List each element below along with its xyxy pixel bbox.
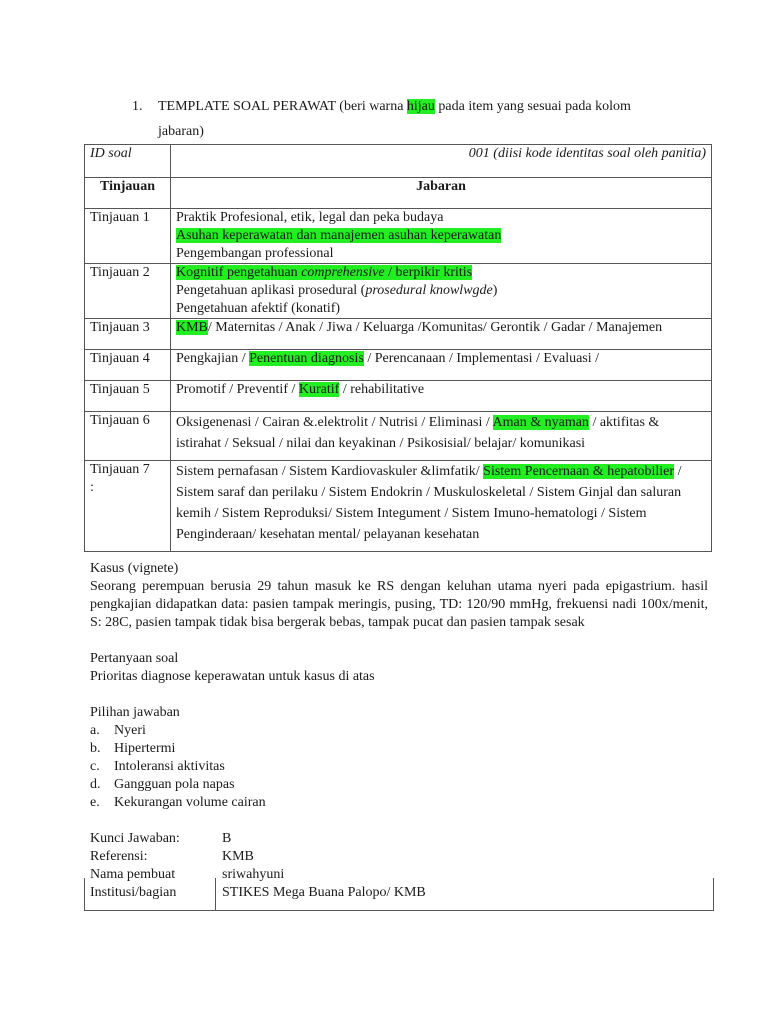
jabaran-text: / aktifitas & istirahat / Seksual / nilai dan keyakinan / Psikosisial/ belajar/ komunikasi [176,415,660,451]
institution-value: STIKES Mega Buana Palopo/ KMB [222,885,426,900]
institution-box-border [84,878,714,911]
reference-label: Referensi: [90,849,148,864]
tinjauan-row-3 [85,319,712,350]
answer-key-label: Kunci Jawaban: [90,831,180,846]
tinjauan-row-5 [85,381,712,412]
jabaran-cell [171,461,712,552]
tinjauan-label: Tinjauan 7 [90,462,150,477]
tinjauan-label: Tinjauan 2 [85,264,171,319]
id-value: 001 (diisi kode identitas soal oleh panitia) [171,145,712,178]
heading-number: 1. [132,99,143,114]
option-text: Hipertermi [114,741,176,756]
col-header-jabaran: Jabaran [171,178,712,209]
jabaran-highlight: Asuhan keperawatan dan manajemen asuhan keperawatan [176,228,502,243]
jabaran-text: / Maternitas / Anak / Jiwa / Keluarga /Komunitas/ Gerontik / Gadar / Manajemen [207,320,663,335]
option-letter: b. [90,741,101,756]
jabaran-text: / Sistem saraf dan perilaku / Sistem Endokrin / Muskuloskeletal / Sistem Ginjal dan saluran kemih / Sistem Reproduksi/ Sistem Integument / Sistem Imuno-hematologi / Sistem Penginderaan/ kesehatan mental/ pelayanan kesehatan [176,464,682,542]
option-text: Intoleransi aktivitas [114,759,225,774]
option-text: Nyeri [114,723,146,738]
tinjauan-label: Tinjauan 1 [85,209,171,264]
jabaran-text: Promotif / Preventif / [176,382,299,397]
jabaran-text: Pengkajian / [176,351,250,366]
heading-highlight: hijau [406,99,435,114]
tinjauan-label: Tinjauan 6 [85,412,171,461]
jabaran-text: / Perencanaan / Implementasi / Evaluasi / [363,351,600,366]
answer-option [90,740,708,758]
tinjauan-label: Tinjauan 4 [85,350,171,381]
tinjauan-row-2 [85,264,712,319]
option-letter: d. [90,777,101,792]
jabaran-highlight-part: Kognitif pengetahuan [176,265,302,280]
case-title: Kasus (vignete) [90,561,179,576]
reference-value: KMB [222,849,254,864]
tinjauan-label: Tinjauan 5 [85,381,171,412]
answer-key-row [90,830,708,848]
jabaran-highlight-part: / berpikir kritis [384,265,473,280]
col-header-tinjauan: Tinjauan [85,178,171,209]
answer-option [90,794,708,812]
jabaran-cell [171,319,712,350]
answer-option [90,776,708,794]
jabaran-italic: prosedural knowlwgde [365,283,493,298]
answer-option [90,758,708,776]
heading-line-2: jabaran) [158,124,204,139]
jabaran-highlight: Aman & nyaman [492,415,589,430]
jabaran-line: Praktik Profesional, etik, legal dan peka budaya [176,210,444,225]
question-text: Prioritas diagnose keperawatan untuk kasus di atas [90,669,375,684]
question-template-table [84,144,712,552]
tinjauan-row-6 [85,412,712,461]
jabaran-highlight: KMB [176,320,208,335]
option-text: Gangguan pola napas [114,777,235,792]
jabaran-highlight: Sistem Pencernaan & hepatobilier [483,464,675,479]
jabaran-cell [171,381,712,412]
header-row [85,178,712,209]
jabaran-text: ) [492,283,498,298]
institution-box-divider [215,878,216,910]
tinjauan-row-1 [85,209,712,264]
tinjauan-label: Tinjauan 3 [85,319,171,350]
jabaran-line: Pengetahuan afektif (konatif) [176,301,341,316]
jabaran-highlight-italic: comprehensive [301,265,385,280]
jabaran-text: Sistem pernafasan / Sistem Kardiovaskuler &limfatik/ [176,464,484,479]
tinjauan-label-cell [85,461,171,552]
option-letter: c. [90,759,100,774]
jabaran-text: Pengetahuan aplikasi prosedural ( [176,283,366,298]
jabaran-highlight [176,265,472,280]
jabaran-cell [171,264,712,319]
reference-row [90,848,708,866]
option-letter: a. [90,723,100,738]
section-heading [132,94,692,144]
author-label: Nama pembuat [90,867,176,882]
id-row [85,145,712,178]
institution-label: Institusi/bagian [90,885,177,900]
jabaran-highlight: Kuratif [298,382,340,397]
jabaran-cell [171,350,712,381]
jabaran-text: / rehabilitative [339,382,425,397]
jabaran-cell [171,412,712,461]
heading-text-post: pada item yang sesuai pada kolom [434,99,631,114]
id-label: ID soal [85,145,171,178]
option-letter: e. [90,795,100,810]
answer-option [90,722,708,740]
answer-key-value: B [222,831,232,846]
options-title: Pilihan jawaban [90,705,180,720]
tinjauan-label-colon: : [90,480,94,495]
author-value: sriwahyuni [222,867,285,882]
option-text: Kekurangan volume cairan [114,795,266,810]
tinjauan-row-7 [85,461,712,552]
jabaran-highlight: Penentuan diagnosis [249,351,364,366]
case-section [90,560,708,902]
jabaran-line: Pengembangan professional [176,246,334,261]
jabaran-text: Oksigenenasi / Cairan &.elektrolit / Nutrisi / Eliminasi / [176,415,493,430]
tinjauan-row-4 [85,350,712,381]
case-text: Seorang perempuan berusia 29 tahun masuk ke RS dengan keluhan utama nyeri pada epigastrium. hasil pengkajian didapatkan data: pasien tampak meringis, pusing, TD: 120/90 mmHg, frekuensi nadi 100x/menit, S: 28C, pasien tampak tidak bisa bergerak bebas, tampak pucat dan pasien tampak sesak [90,579,708,630]
heading-text-pre: TEMPLATE SOAL PERAWAT (beri warna [158,99,407,114]
jabaran-cell [171,209,712,264]
question-title: Pertanyaan soal [90,651,179,666]
